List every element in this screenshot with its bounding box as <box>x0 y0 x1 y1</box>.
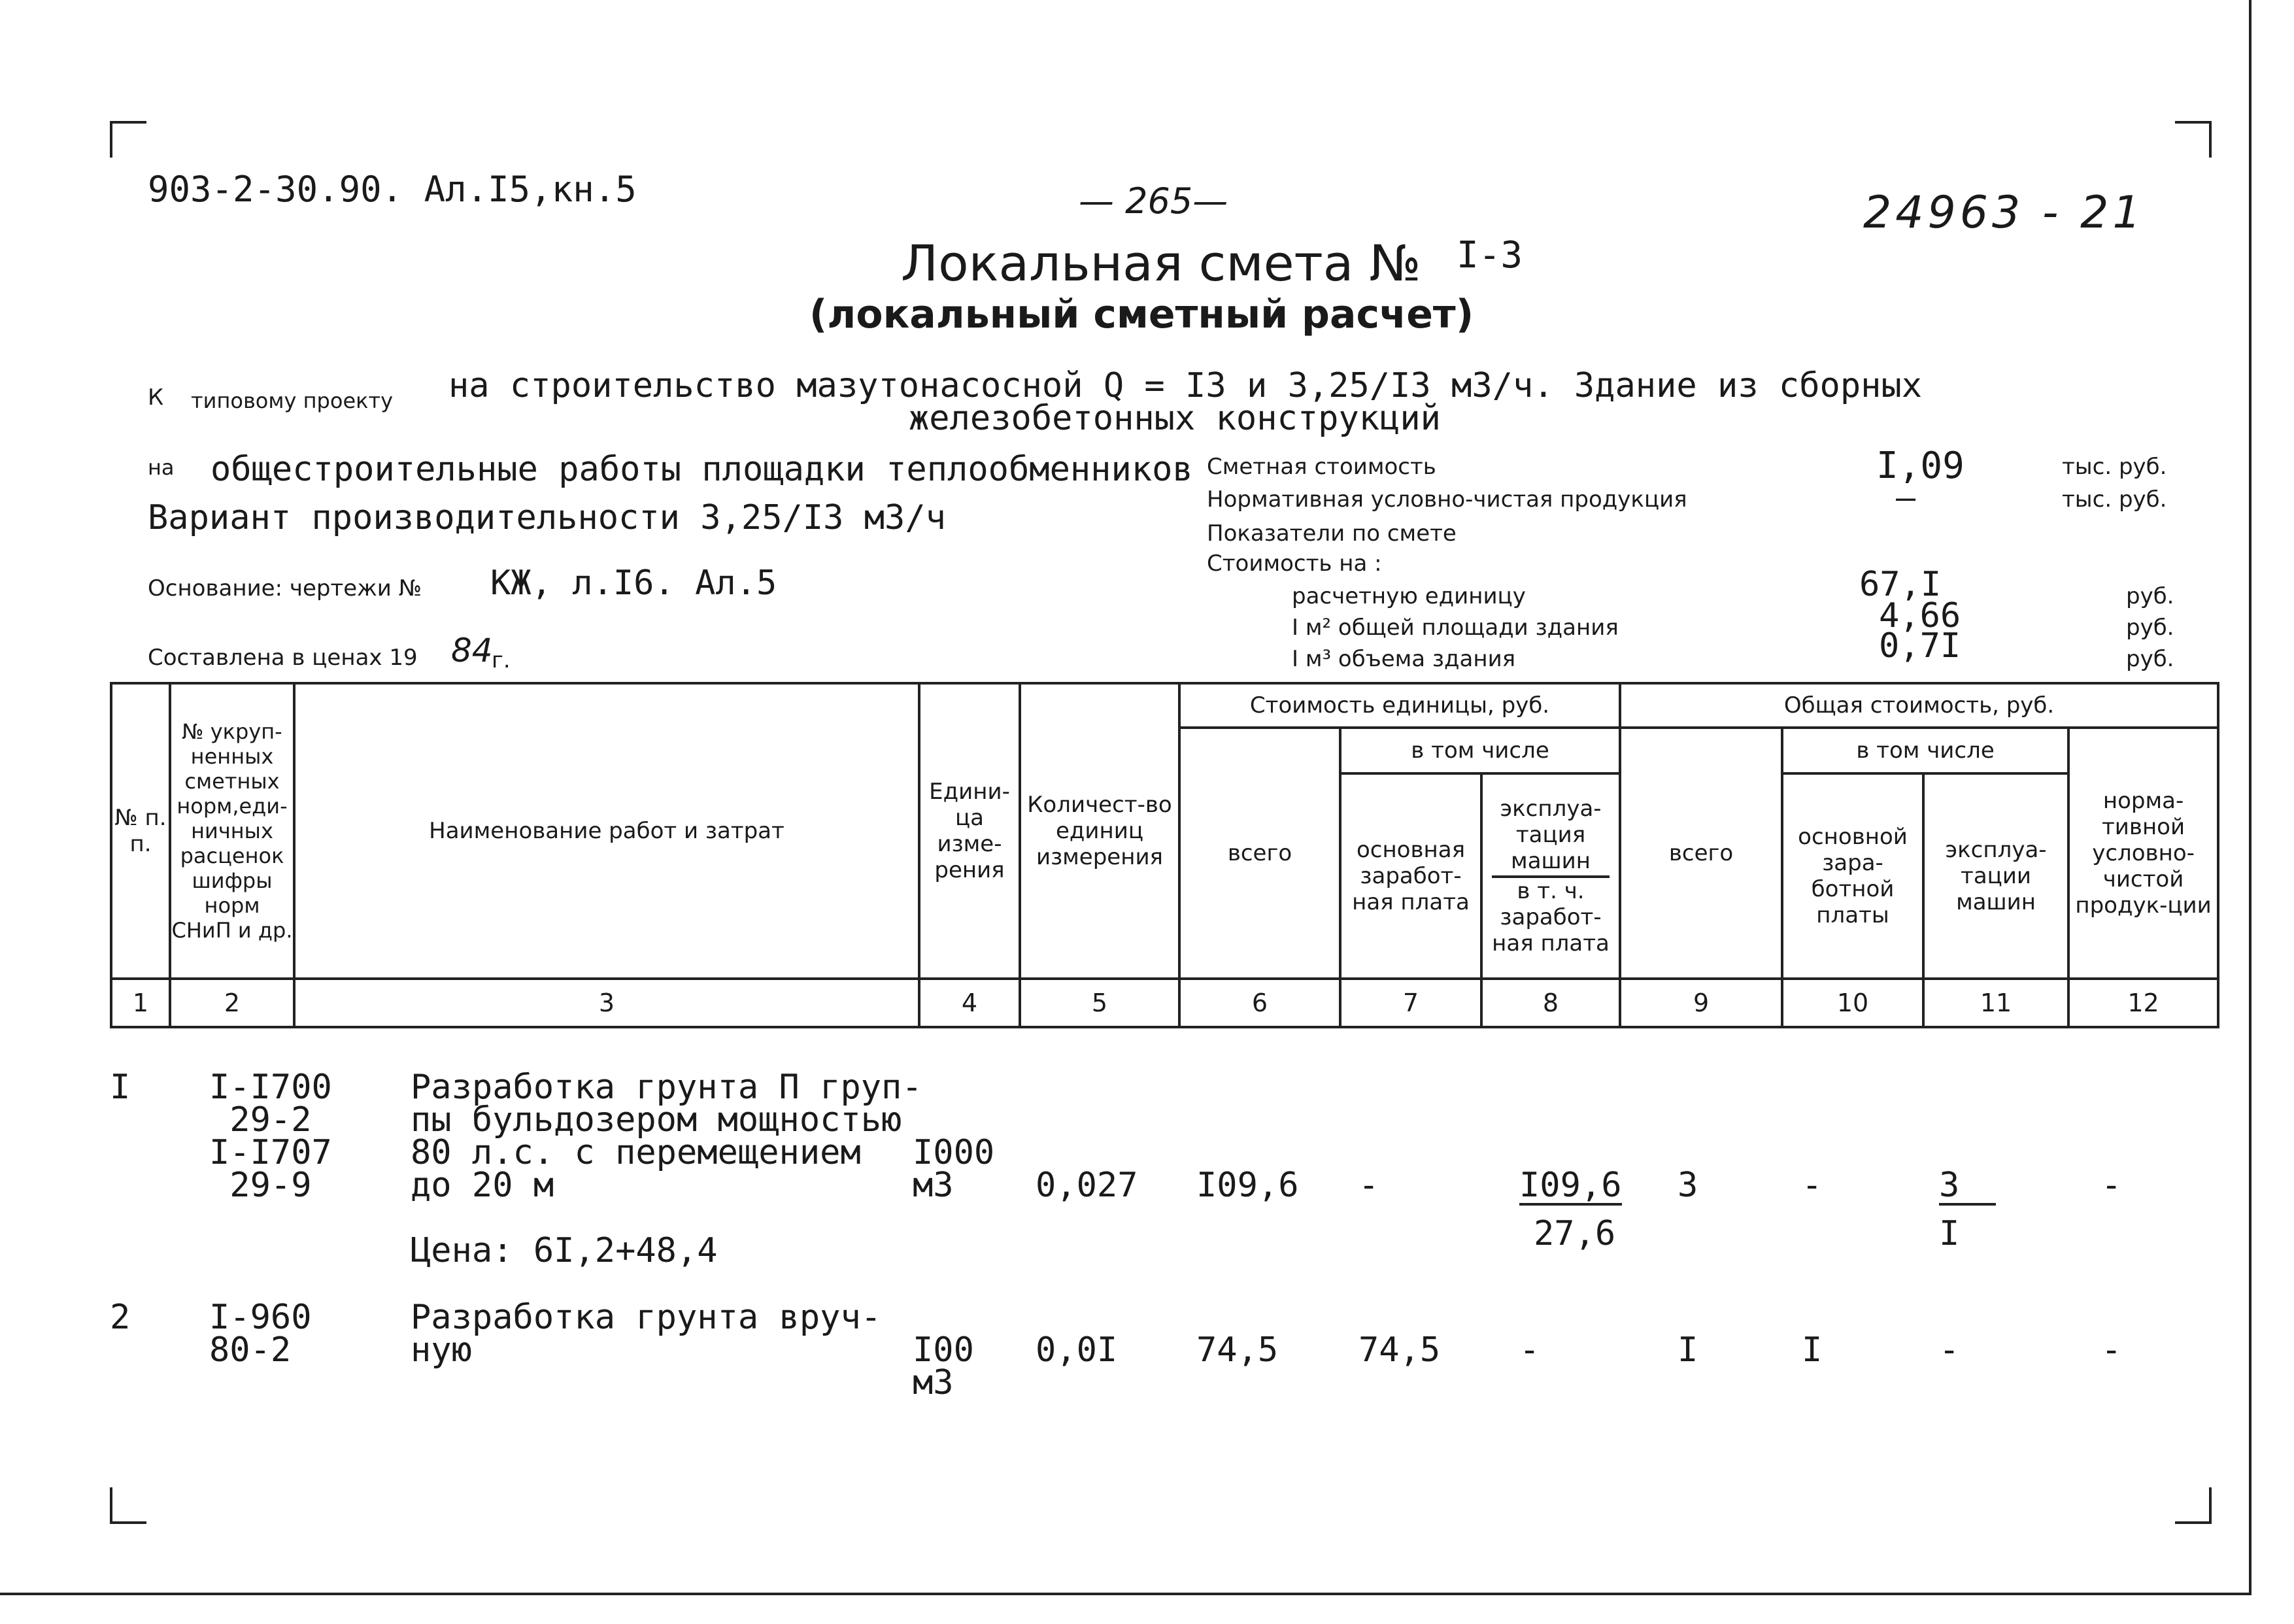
normative-unit: тыс. руб. <box>2062 486 2167 513</box>
project-description-line-2: железобетонных конструкций <box>909 399 1441 438</box>
col-header-total: всего <box>1620 728 1782 979</box>
works-description-line-2: Вариант производительности 3,25/I3 м3/ч <box>148 498 946 537</box>
normative-label: Нормативная условно-чистая продукция <box>1207 486 1687 513</box>
row-1-unit-total: I09,6 <box>1196 1166 1299 1205</box>
row-1-total-machine-salary: I <box>1939 1214 1960 1253</box>
col-group-total-including: в том числе <box>1782 728 2068 773</box>
col-header-normative: норма-тивной условно-чистой продук-ции <box>2068 728 2218 979</box>
col-header-quantity: Количест-во единиц измерения <box>1020 683 1179 979</box>
col-group-total-cost: Общая стоимость, руб. <box>1620 683 2218 728</box>
row-1-total-machine: 3 <box>1939 1169 1996 1206</box>
row-2-unit-total: 74,5 <box>1196 1330 1279 1370</box>
corner-mark-bottom-right <box>2175 1487 2212 1524</box>
area-value: 4,66 <box>1879 596 1961 635</box>
row-2-total-salary: I <box>1802 1330 1823 1370</box>
project-description-line-1: на строительство мазутонасосной Q = I3 и 3,25/I3 м3/ч. Здание из сборных <box>448 366 1923 405</box>
document-code: 903-2-30.90. Ал.I5,кн.5 <box>148 169 637 210</box>
area-unit: руб. <box>2126 615 2174 641</box>
estimate-number: I-3 <box>1457 234 1523 277</box>
row-2-normative: - <box>2101 1330 2122 1370</box>
unit-value: 67,I <box>1859 565 1942 604</box>
row-1-total-salary: - <box>1802 1166 1823 1205</box>
document-subtitle: (локальный сметный расчет) <box>809 292 1474 337</box>
corner-mark-bottom-left <box>110 1487 146 1524</box>
col-number-3: 3 <box>294 979 919 1027</box>
col-number-11: 11 <box>1923 979 2068 1027</box>
row-1-unit-salary: - <box>1358 1166 1379 1205</box>
estimated-cost-value: I,09 <box>1876 445 1965 487</box>
estimated-cost-unit: тыс. руб. <box>2062 454 2167 480</box>
row-1-number: I <box>110 1068 131 1107</box>
basis-label: Основание: чертежи № <box>148 575 422 601</box>
col-header-machine-top: эксплуа-тация машин <box>1492 796 1610 878</box>
volume-unit: руб. <box>2126 646 2174 672</box>
works-for-label: на <box>148 455 175 480</box>
col-header-unit-total: всего <box>1179 728 1340 979</box>
unit-label: расчетную единицу <box>1292 583 1526 609</box>
row-1-name: Разработка грунта П груп- пы бульдозером мощностью 80 л.с. с перемещением до 20 м <box>411 1068 922 1205</box>
col-group-unit-including: в том числе <box>1340 728 1620 773</box>
corner-mark-top-right <box>2175 121 2212 158</box>
col-header-number: № п. п. <box>111 683 170 979</box>
estimate-table-header <box>110 682 2219 1028</box>
col-number-5: 5 <box>1020 979 1179 1027</box>
prices-suffix: г. <box>492 647 511 673</box>
row-2-total: I <box>1678 1330 1698 1370</box>
col-number-7: 7 <box>1340 979 1481 1027</box>
page-edge-right <box>2249 0 2252 1595</box>
col-number-4: 4 <box>919 979 1020 1027</box>
row-2-name: Разработка грунта вруч- ную <box>411 1298 882 1370</box>
reference-number: 24963 - 21 <box>1863 187 2145 239</box>
col-header-unit-machine <box>1481 773 1620 979</box>
normative-value: – <box>1896 479 1916 516</box>
row-1-quantity: 0,027 <box>1036 1166 1138 1205</box>
col-number-12: 12 <box>2068 979 2218 1027</box>
col-header-total-machine: эксплуа-тации машин <box>1923 773 2068 979</box>
row-1-code: I-I700 29-2 I-I707 29-9 <box>209 1068 332 1205</box>
unit-unit: руб. <box>2126 583 2174 609</box>
row-1-unit: I000 м3 <box>913 1133 995 1205</box>
row-2-quantity: 0,0I <box>1036 1330 1118 1370</box>
col-number-6: 6 <box>1179 979 1340 1027</box>
col-number-10: 10 <box>1782 979 1923 1027</box>
area-label: I м² общей площади здания <box>1292 615 1619 641</box>
row-2-number: 2 <box>110 1298 131 1337</box>
prices-year: 84 <box>451 632 493 669</box>
prices-label: Составлена в ценах 19 <box>148 645 418 671</box>
row-1-unit-machine: I09,6 <box>1519 1166 1622 1205</box>
row-2-unit-salary: 74,5 <box>1358 1330 1441 1370</box>
page-number: — 265— <box>1079 180 1228 222</box>
row-1-price-note: Цена: 6I,2+48,4 <box>411 1231 718 1270</box>
col-group-unit-cost: Стоимость единицы, руб. <box>1179 683 1620 728</box>
col-header-work-name: Наименование работ и затрат <box>294 683 919 979</box>
document-title: Локальная смета № <box>901 234 1421 292</box>
row-1-total: 3 <box>1678 1166 1698 1205</box>
col-header-norm-code: № укруп-ненных сметных норм,еди-ничных расценок шифры норм СНиП и др. <box>170 683 294 979</box>
row-2-code: I-960 80-2 <box>209 1298 312 1370</box>
volume-value: 0,7I <box>1879 626 1961 666</box>
col-number-1: 1 <box>111 979 170 1027</box>
corner-mark-top-left <box>110 121 146 158</box>
row-1-unit-machine-salary: 27,6 <box>1534 1214 1616 1253</box>
row-2-total-machine: - <box>1939 1330 1960 1370</box>
col-number-2: 2 <box>170 979 294 1027</box>
row-2-unit-machine: - <box>1519 1330 1540 1370</box>
page-edge-bottom <box>0 1593 2252 1595</box>
col-number-9: 9 <box>1620 979 1782 1027</box>
row-2-unit: I00 м3 <box>913 1330 974 1402</box>
col-header-machine-salary: в т. ч. заработ-ная плата <box>1492 878 1610 956</box>
indicators-label: Показатели по смете <box>1207 520 1457 547</box>
works-description-line-1: общестроительные работы площадки теплообменников <box>211 450 1193 489</box>
estimated-cost-label: Сметная стоимость <box>1207 454 1436 480</box>
col-number-8: 8 <box>1481 979 1620 1027</box>
row-1-normative: - <box>2101 1166 2122 1205</box>
basis-value: КЖ, л.I6. Ал.5 <box>490 564 777 603</box>
project-typical-label: типовому проекту <box>191 388 394 413</box>
col-header-total-salary: основной зара-ботной платы <box>1782 773 1923 979</box>
col-header-unit-salary: основная заработ-ная плата <box>1340 773 1481 979</box>
project-to-label: К <box>148 384 164 411</box>
cost-per-label: Стоимость на : <box>1207 550 1382 577</box>
volume-label: I м³ объема здания <box>1292 646 1516 672</box>
col-header-unit: Едини-ца изме-рения <box>919 683 1020 979</box>
